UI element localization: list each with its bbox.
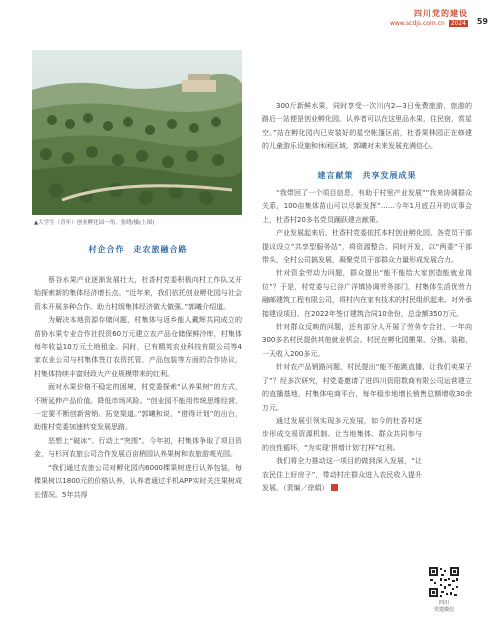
paragraph: 产业发展起来后，杜香村党委依托本村创业孵化园，各党员干部提议设立“共享型服务站”，将资源整合、同时开发，以“两委”干部带头，全村公司搞发展，凝聚党员干部群众力量形成发展合力。 [262,229,472,265]
right-column-bottom [262,187,472,495]
qr-code-icon [428,566,460,598]
paragraph: 针对资金劳动力问题，群众提出“能不能给大家创造能就业岗位”？于是，村党委与已谷广洋镇协调劳务部门，村集体生活优劳力融邮建筑工程有限公司，将村内在家有技术的村民组织起来。对外承接建设项目，在2022年签订建筑合同10余份，总金额350万元。 [262,269,472,318]
paragraph: 针对农产品销路问题，村民提出“能不能跳直播，让我们卖果子了”？经多次研究，村党委邀请了进四川资阳数商有限公司运营建立的直播基地，村集体电商平台，每年稳步地增长销售总额增收30余万元。 [262,363,472,412]
editor-credit: （责编／徐娟） [283,483,329,492]
orchard-photo-illustration [32,50,242,215]
qr-label-line1: 四川 [438,600,449,606]
photo-orchard [32,50,242,215]
left-column [34,274,242,502]
qr-label-line2: 党建微信 [433,607,454,613]
paragraph: 通过发展引领实现多元发展，如今的杜香村逐步形成交易资源机制、让当地集体、群众共同参与的良性循环，“为实现‘拼增计划’打样”红利。 [262,416,422,452]
photo-caption: ▲大学生（青年）创业孵化园一角。张晓/摄(上图) [34,220,155,226]
paragraph: 300斤新鲜水果，同时享受一次川内2—3日免费旅游，旅游的路后一站便是创业孵化园，认养者可以在这里品水果，住民宿，赏星空。”站在孵化园内已安装好的星空帐篷区前，杜香果林园正在修建的儿童游乐设施和休闲区域，郭曦对未来发展充满信心。 [262,102,472,151]
paragraph: 针对群众反映的问题，还有部分人开展了劳务专合社，一年向300多名村民提供其他就业机会。村民在孵化园搬果、分拣、装箱，一天收入200多元。 [262,323,472,358]
paragraph: 恶想上“破冰”、行动上“突围”。今年初，村集体争取了项目资金，与杉河农旅公司合作发展百亩稍园认养果树和农旅游观光园。 [34,436,242,459]
paragraph-last [262,455,422,495]
magazine-site [390,20,468,27]
qr-label [422,600,466,614]
section-heading-cooperation: 村企合作 走农旅融合路 [88,245,188,254]
magazine-name: 四川党的建设 [414,9,468,18]
paragraph: “我带回了一个项目信息，有助于村里产业发展”“我来协调群众关系，100亩集体苗山可以尽新发挥”……今年1月底召开的议事会上，杜香村20多名党员踊跃建言献策。 [262,189,472,224]
end-mark-icon [331,484,338,491]
right-column-top [262,100,472,154]
page-number: 59 [476,17,488,26]
paragraph: 面对水果价格不稳定的困境，村党委探索“认养果树”的方式，不断延伸产品价值。降低市场风险。“创业园不能用传统思维经营，一定要不断创新营销、拓宽渠道。”郭曦和说，“借得计划”的出台，助推村党委加速转变发展思路。 [34,383,242,432]
paragraph: “我们通过农旅公司对孵化园内6000棵果树进行认养包装，每棵果树以1800元的价格认养，认养者通过手机APP实时关注果树成长情况。5年共得 [34,463,242,499]
issue-badge: 2024 [450,20,466,27]
paragraph: 为解决本地资源存储问题，村集体与返乡能人戴辉共同成立的苗协水果专业合作社投资60万元建立农产品仓储保鲜冷库，村集体每年收益10万元土地租金。同时，已有精英农业科技有限公司等4家农业公司与村集体签订农资托管、产品包装等方面的合作协议，村集体持续丰富财政大产业规模带来的红利。 [34,316,242,378]
section-heading-suggestions: 建言献策 共享发展成果 [317,171,417,180]
page-header [0,4,496,50]
paragraph: 蔡谷水果产业逐渐发展壮大，杜香村党委积极向村工作队又开始探索新的集体经济增长点。“近年来，我们依托创业孵化园与社会资本开展多种合作。助力村级集体经济做大做强。”郭曦介绍道。 [34,276,242,311]
paragraph-text: 我们将全力推动这一项目的做到深入发展，“让农民住上好房子”，带动村庄群众进入农民收入提升发展。 [262,457,422,492]
site-url: www.scdjs.com.cn [389,20,445,27]
